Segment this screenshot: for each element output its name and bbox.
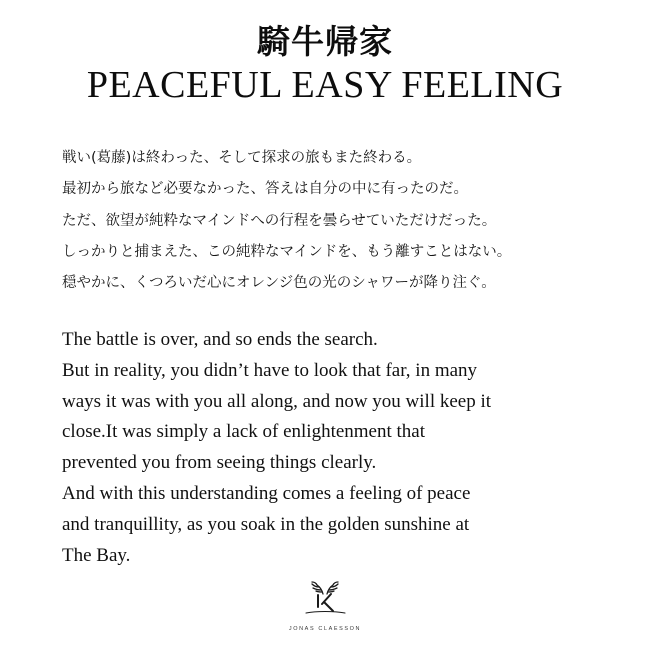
english-line: The Bay. (62, 544, 131, 566)
english-line: But in reality, you didn’t have to look that far, in many (62, 359, 478, 381)
english-line: ways it was with you all along, and now you will keep it (62, 390, 492, 412)
english-line: The battle is over, and so ends the search. (62, 329, 378, 351)
japanese-line: しっかりと捕まえた、この純粋なマインドを、もう離すことはない。 (62, 243, 512, 260)
english-line: and tranquillity, as you soak in the golden sunshine at (62, 513, 470, 535)
japanese-line: ただ、欲望が純粋なマインドへの行程を曇らせていただけだった。 (62, 212, 497, 229)
english-line: prevented you from seeing things clearly. (62, 452, 377, 474)
japanese-line: 穏やかに、くつろいだ心にオレンジ色の光のシャワーが降り注ぐ。 (62, 274, 496, 291)
signature-name: JONAS CLAESSON (288, 626, 362, 632)
english-line: And with this understanding comes a feeling of peace (62, 482, 471, 504)
japanese-paragraph (30, 143, 620, 299)
signature-block (0, 580, 650, 632)
japanese-line: 最初から旅など必要なかった、答えは自分の中に有ったのだ。 (62, 181, 468, 198)
english-paragraph (30, 325, 620, 571)
english-line: close.It was simply a lack of enlightenment that (62, 421, 426, 443)
deer-antler-monogram-icon (298, 580, 352, 620)
page-title-english: PEACEFUL EASY FEELING (86, 63, 564, 106)
page-title-japanese: 騎牛帰家 (257, 22, 393, 61)
title-block (30, 22, 620, 107)
japanese-line: 戦い(葛藤)は終わった、そして探求の旅もまた終わる。 (62, 150, 422, 167)
